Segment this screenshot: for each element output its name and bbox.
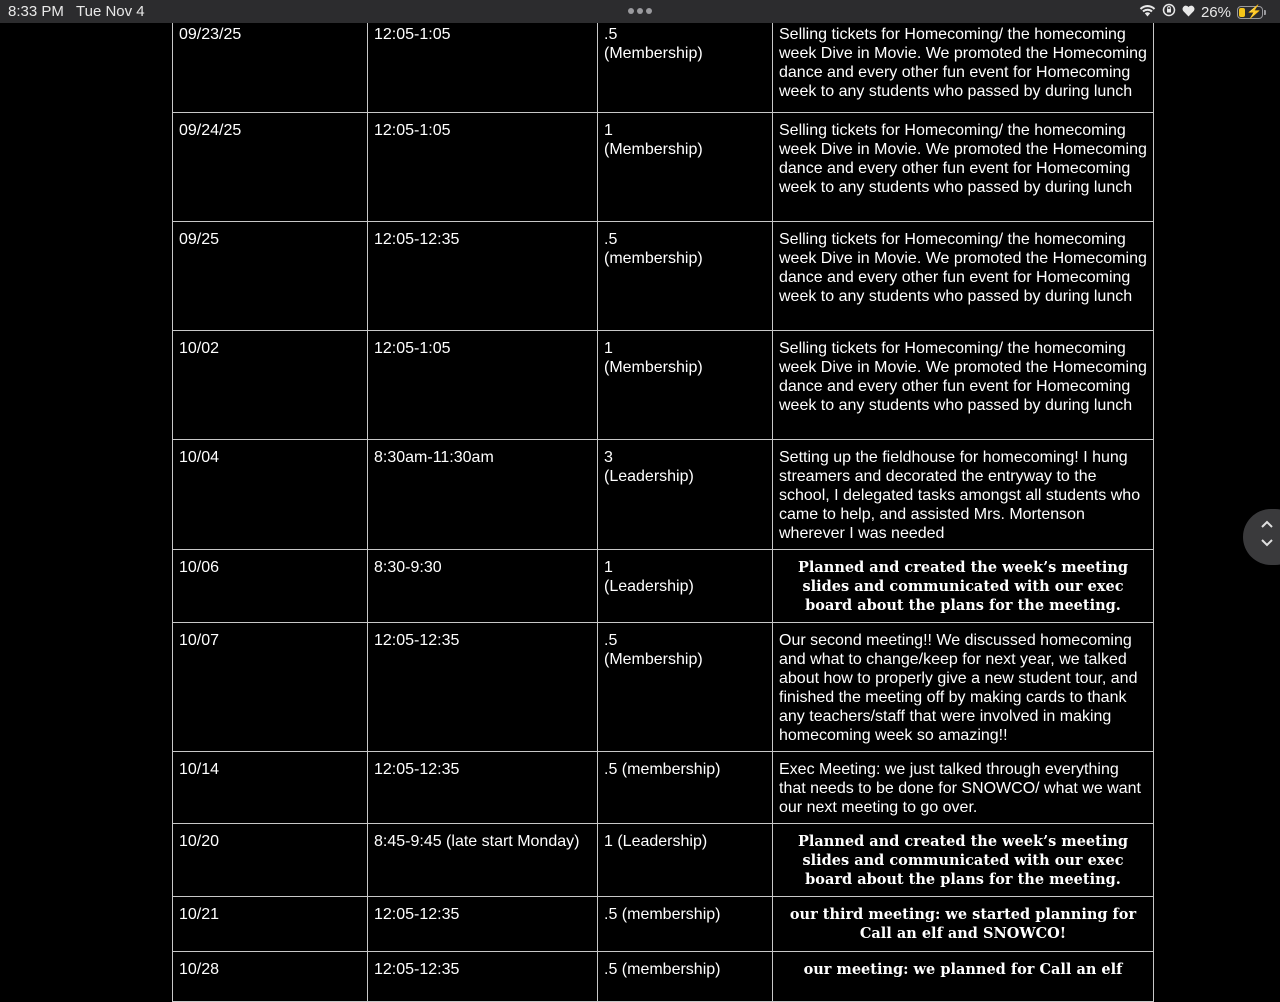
date-text: 09/24/25 (179, 121, 242, 139)
hours-text: .5 (604, 631, 618, 649)
hours-text: 3 (604, 448, 613, 466)
date-text: 10/28 (179, 960, 220, 978)
table-row (173, 549, 1154, 622)
time-text: 8:45-9:45 (late start Monday) (374, 832, 580, 850)
time-text: 12:05-1:05 (374, 26, 451, 43)
hours-cell (598, 896, 773, 951)
hours-type-text: (Membership) (604, 650, 703, 668)
date-text: 10/07 (179, 631, 220, 649)
chevron-up-icon[interactable] (1260, 517, 1274, 532)
hours-cell (598, 751, 773, 823)
table-row (173, 112, 1154, 221)
date-cell (173, 751, 368, 823)
hours-text: 1 (604, 339, 613, 357)
hours-log-table-container (172, 23, 1154, 1002)
date-cell (173, 622, 368, 751)
hours-cell (598, 622, 773, 751)
description-text: Selling tickets for Homecoming/ the homecoming week Dive in Movie. We promoted the Homecoming dance and every other fun event for Homecoming week to any students who passed by during lunch (779, 26, 1147, 100)
wifi-icon (1139, 4, 1156, 21)
table-row (173, 439, 1154, 549)
time-text: 8:30-9:30 (374, 558, 442, 576)
battery-percent: 26% (1200, 3, 1231, 21)
date-text: 10/04 (179, 448, 220, 466)
date-text: 10/20 (179, 832, 220, 850)
time-cell (368, 221, 598, 330)
time-text: 12:05-12:35 (374, 960, 460, 978)
time-cell (368, 951, 598, 1001)
hours-text: .5 (membership) (604, 960, 721, 978)
time-cell (368, 549, 598, 622)
lock-rotation-icon (1162, 3, 1176, 21)
date-cell (173, 896, 368, 951)
hours-cell (598, 221, 773, 330)
hours-cell (598, 549, 773, 622)
time-text: 12:05-12:35 (374, 631, 460, 649)
time-cell (368, 112, 598, 221)
description-cell (773, 23, 1154, 112)
description-cell (773, 951, 1154, 1001)
description-cell (773, 896, 1154, 951)
description-cell (773, 221, 1154, 330)
description-text: Planned and created the week’s meeting slides and communicated with our exec board about the plans for the meeting. (797, 832, 1129, 888)
table-row (173, 23, 1154, 112)
table-row (173, 823, 1154, 896)
time-text: 12:05-12:35 (374, 230, 460, 248)
time-cell (368, 439, 598, 549)
date-text: 09/23/25 (179, 26, 242, 43)
hours-text: .5 (membership) (604, 905, 721, 923)
description-cell (773, 112, 1154, 221)
date-cell (173, 23, 368, 112)
multitasking-dots-icon[interactable] (628, 8, 652, 14)
battery-charging-icon: ⚡ (1237, 6, 1263, 19)
hours-text: .5 (604, 230, 618, 248)
date-text: 10/02 (179, 339, 220, 357)
description-cell (773, 622, 1154, 751)
time-cell (368, 823, 598, 896)
time-cell (368, 622, 598, 751)
hours-type-text: (Membership) (604, 358, 703, 376)
hours-cell (598, 23, 773, 112)
date-cell (173, 330, 368, 439)
hours-type-text: (Leadership) (604, 577, 694, 595)
description-cell (773, 439, 1154, 549)
status-date: Tue Nov 4 (76, 3, 145, 20)
time-text: 12:05-1:05 (374, 339, 451, 357)
description-cell (773, 330, 1154, 439)
hours-text: .5 (604, 26, 618, 43)
time-text: 12:05-12:35 (374, 905, 460, 923)
date-cell (173, 823, 368, 896)
hours-log-table (172, 23, 1154, 1002)
description-text: our third meeting: we started planning for Call an elf and SNOWCO! (789, 905, 1137, 942)
hours-text: .5 (membership) (604, 760, 721, 778)
description-text: Planned and created the week’s meeting slides and communicated with our exec board about the plans for the meeting. (797, 558, 1129, 614)
hours-cell (598, 823, 773, 896)
table-row (173, 221, 1154, 330)
scroll-page-control[interactable] (1243, 509, 1280, 565)
hours-type-text: (Membership) (604, 140, 703, 158)
description-cell (773, 751, 1154, 823)
date-text: 10/21 (179, 905, 220, 923)
date-cell (173, 951, 368, 1001)
hours-cell (598, 330, 773, 439)
time-text: 8:30am-11:30am (374, 448, 494, 466)
description-text: Setting up the fieldhouse for homecoming! I hung streamers and decorated the entryway to the school, I delegated tasks amongst all students who came to help, and assisted Mrs. Mortenson wherever I was needed (779, 448, 1141, 542)
hours-text: 1 (Leadership) (604, 832, 708, 850)
time-cell (368, 751, 598, 823)
date-text: 10/06 (179, 558, 220, 576)
status-time: 8:33 PM (8, 3, 64, 20)
heart-icon (1182, 4, 1195, 21)
date-cell (173, 549, 368, 622)
battery-tip (1264, 10, 1266, 15)
hours-type-text: (Leadership) (604, 467, 694, 485)
table-row (173, 622, 1154, 751)
table-row (173, 951, 1154, 1001)
date-cell (173, 112, 368, 221)
date-text: 09/25 (179, 230, 220, 248)
description-text: our meeting: we planned for Call an elf (803, 960, 1123, 978)
chevron-down-icon[interactable] (1260, 535, 1274, 550)
description-text: Our second meeting!! We discussed homecoming and what to change/keep for next year, we talked about how to properly give a new student tour, and finished the meeting off by making cards to thank any teachers/staff that were involved in making homecoming week so amazing!! (779, 631, 1138, 744)
description-text: Selling tickets for Homecoming/ the homecoming week Dive in Movie. We promoted the Homecoming dance and every other fun event for Homecoming week to any students who passed by during lunch (779, 339, 1147, 414)
description-text: Selling tickets for Homecoming/ the homecoming week Dive in Movie. We promoted the Homecoming dance and every other fun event for Homecoming week to any students who passed by during lunch (779, 230, 1147, 305)
date-cell (173, 221, 368, 330)
hours-cell (598, 112, 773, 221)
date-text: 10/14 (179, 760, 220, 778)
time-cell (368, 330, 598, 439)
time-text: 12:05-12:35 (374, 760, 460, 778)
description-cell (773, 549, 1154, 622)
hours-cell (598, 439, 773, 549)
table-row (173, 751, 1154, 823)
hours-cell (598, 951, 773, 1001)
time-cell (368, 896, 598, 951)
table-row (173, 896, 1154, 951)
hours-text: 1 (604, 558, 613, 576)
hours-type-text: (membership) (604, 249, 703, 267)
status-bar (0, 0, 1280, 23)
hours-type-text: (Membership) (604, 45, 703, 62)
hours-text: 1 (604, 121, 613, 139)
description-text: Exec Meeting: we just talked through everything that needs to be done for SNOWCO/ what we want our next meeting to go over. (779, 760, 1141, 816)
time-text: 12:05-1:05 (374, 121, 451, 139)
date-cell (173, 439, 368, 549)
table-row (173, 330, 1154, 439)
time-cell (368, 23, 598, 112)
description-cell (773, 823, 1154, 896)
description-text: Selling tickets for Homecoming/ the homecoming week Dive in Movie. We promoted the Homecoming dance and every other fun event for Homecoming week to any students who passed by during lunch (779, 121, 1147, 196)
